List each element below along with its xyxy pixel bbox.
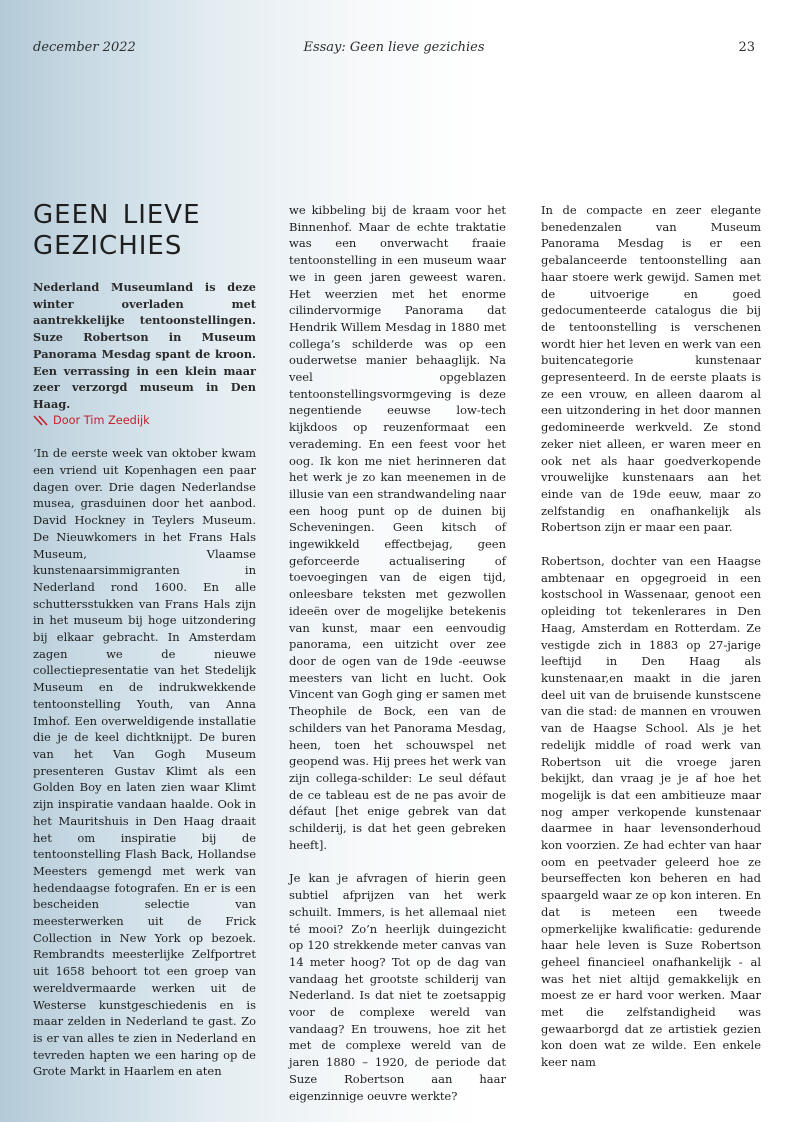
double-slash-icon <box>33 415 48 426</box>
body-paragraph: In de compacte en zeer elegante benedenzalen van Museum Panorama Mesdag is er een gebalanceerde tentoonstelling aan haar stoere werk gewijd. Samen met de uitvoerige en goed gedocumenteerde catalogus die bij de tentoonstelling is verschenen wordt hier het leven en werk van een buitencategorie kunstenaar gepresenteerd. In de eerste plaats is ze een vrouw, en alleen daarom al een uitzondering in het door mannen gedomineerde werkveld. Ze stond zeker niet alleen, er waren meer en ook net als haar goedverkopende vrouwelijke kunstenaars aan het einde van de 19de eeuw, maar zo zelfstandig en onafhankelijk als Robertson zijn er maar een paar. <box>541 203 761 535</box>
issue-date: december 2022 <box>33 40 136 55</box>
article-lead: Nederland Museumland is deze winter overladen met aantrekkelijke tentoonstellingen. Suze Robertson in Museum Panorama Mesdag spant de kroon. Een verrassing in een klein maar zeer verzorgd museum in Den Haag. <box>33 280 256 411</box>
column-1 <box>33 200 256 1080</box>
article-title <box>33 200 256 262</box>
section-title: Essay: Geen lieve gezichies <box>303 40 485 55</box>
column-3 <box>541 202 761 1071</box>
body-paragraph: Robertson, dochter van een Haagse ambtenaar en opgegroeid in een kostschool in Wassenaar, genoot een opleiding tot tekenlerares in Den Haag, Amsterdam en Rotterdam. Ze vestigde zich in 1883 op 27-jarige leeftijd in Den Haag als kunstenaar,en maakt in die jaren deel uit van de bruisende kunstscene van die stad: de mannen en vrouwen van de Haagse School. Als je het redelijk middle of road werk van Robertson uit die vroege jaren bekijkt, dan vraag je je af hoe het mogelijk is dat een ambitieuze maar nog amper verkopende kunstenaar daarmee in haar levensonderhoud kon voorzien. Ze had echter van haar oom en peetvader geleerd hoe ze beurseffecten kon beheren en had spaargeld waar ze op kon interen. En dat is meteen een tweede opmerkelijke kwalificatie: gedurende haar hele leven is Suze Robertson geheel financieel onafhankelijk - al was het niet altijd gemakkelijk en moest ze er hard voor werken. Maar met die zelfstandigheid was gewaarborgd dat ze artistiek gezien kon doen wat ze wilde. Een enkele keer nam <box>541 554 761 1070</box>
byline <box>33 413 256 430</box>
article-title-line-1: GEEN LIEVE <box>33 200 201 230</box>
running-header <box>33 40 755 62</box>
page-number: 23 <box>738 40 755 55</box>
body-paragraph: ‘In de eerste week van oktober kwam een vriend uit Kopenhagen een paar dagen over. Drie dagen Nederlandse musea, grasduinen door het aanbod. David Hockney in Teylers Museum. De Nieuwkomers in het Frans Hals Museum, Vlaamse kunstenaarsimmigranten in Nederland rond 1600. En alle schuttersstukken van Frans Hals zijn in het museum bij hoge uitzondering bij elkaar gebracht. In Amsterdam zagen we de nieuwe collectiepresentatie van het Stedelijk Museum en de indrukwekkende tentoonstelling Youth, van Anna Imhof. Een overweldigende installatie die je de keel dichtknijpt. De buren van het Van Gogh Museum presenteren Gustav Klimt als een Golden Boy en laten zien waar Klimt zijn inspiratie vandaan haalde. Ook in het Mauritshuis in Den Haag draait het om inspiratie bij de tentoonstelling Flash Back, Hollandse Meesters gemengd met werk van hedendaagse fotografen. En er is een bescheiden selectie van meesterwerken uit de Frick Collection in New York op bezoek. Rembrandts meesterlijke Zelfportret uit 1658 behoort tot een groep van wereldvermaarde werken uit de Westerse kunstgeschiedenis en is maar zelden in Nederland te gast. Zo is er van alles te zien in Nederland en tevreden hapten we een haring op de Grote Markt in Haarlem en aten <box>33 446 256 1079</box>
body-paragraph: we kibbeling bij de kraam voor het Binnenhof. Maar de echte traktatie was een onverwacht fraaie tentoonstelling in een museum waar we in geen jaren geweest waren. Het weerzien met het enorme cilindervormige Panorama dat Hendrik Willem Mesdag in 1880 met collega’s schilderde was op een ouderwetse manier behaaglijk. Na veel opgeblazen tentoonstellingsvormgeving is deze negentiende eeuwse low-tech kijkdoos op reuzenformaat een verademing. En een feest voor het oog. Ik kon me niet herinneren dat het werk je zo kan meenemen in de illusie van een strandwandeling naar een hoog punt op de duinen bij Scheveningen. Geen kitsch of ingewikkeld effectbejag, geen geforceerde actualisering of toevoegingen van de eigen tijd, onleesbare teksten met gezwollen ideeën over de mogelijke betekenis van kunst, maar een eenvoudig panorama, een uitzicht over zee door de ogen van de 19de -eeuwse meesters van licht en lucht. Ook Vincent van Gogh ging er samen met Theophile de Bock, een van de schilders van het Panorama Mesdag, heen, toen het schouwspel net geopend was. Hij prees het werk van zijn collega-schilder: Le seul défaut de ce tableau est de ne pas avoir de défaut [het enige gebrek van dat schilderij, is dat het geen gebreken heeft]. <box>289 203 506 852</box>
column-2 <box>289 202 506 1104</box>
article-title-line-2: GEZICHIES <box>33 231 183 261</box>
body-paragraph: Je kan je afvragen of hierin geen subtiel afprijzen van het werk schuilt. Immers, is het allemaal niet té mooi? Zo’n heerlijk duingezicht op 120 strekkende meter canvas van 14 meter hoog? Tot op de dag van vandaag het grootste schilderij van Nederland. Is dat niet te zoetsappig voor de complexe wereld van vandaag? En trouwens, hoe zit het met de complexe wereld van de jaren 1880 – 1920, de periode dat Suze Robertson aan haar eigenzinnige oeuvre werkte? <box>289 871 506 1103</box>
byline-author: Door Tim Zeedijk <box>53 413 150 427</box>
